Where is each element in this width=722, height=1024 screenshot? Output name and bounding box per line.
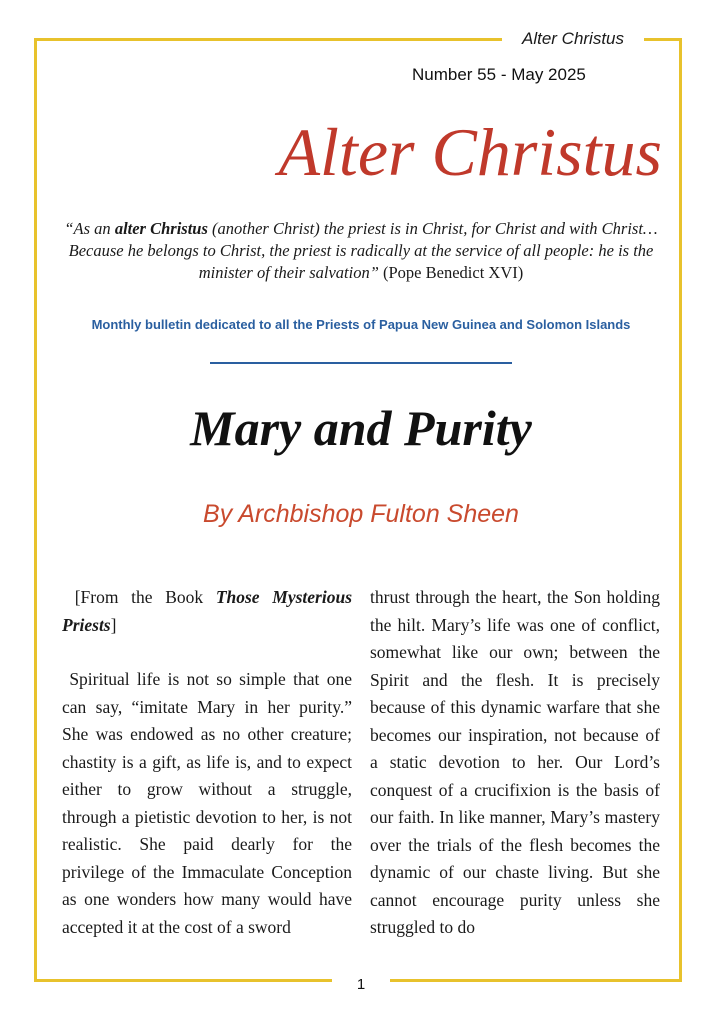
source-prefix: [From the Book bbox=[74, 587, 216, 607]
running-header: Alter Christus bbox=[502, 26, 644, 52]
bulletin-subtitle: Monthly bulletin dedicated to all the Priests of Papua New Guinea and Solomon Islands bbox=[91, 317, 631, 332]
epigraph-bold-term: alter Christus bbox=[114, 219, 208, 238]
paragraph-text: Spiritual life is not so simple that one can say, “imitate Mary in her purity.” She was endowed as no other creature; chastity is a gift, as life is, and to expect either to grow without a struggle, through a pietistic devotion to her, is not realistic. She paid dearly for the privilege of the Immaculate Conception as one wonders how many would have accepted it at the cost of a sword bbox=[62, 669, 352, 937]
source-suffix: ] bbox=[110, 614, 117, 635]
masthead-title: Alter Christus bbox=[278, 114, 662, 190]
divider-rule bbox=[210, 362, 512, 364]
epigraph-attribution: (Pope Benedict XVI) bbox=[378, 263, 524, 282]
source-book-title: Those Mysterious Priests bbox=[62, 587, 352, 635]
issue-number: Number 55 - May 2025 bbox=[412, 65, 586, 84]
article-column-left bbox=[62, 584, 352, 968]
article-source bbox=[62, 584, 352, 639]
article-title: Mary and Purity bbox=[190, 400, 532, 456]
article-byline: By Archbishop Fulton Sheen bbox=[203, 500, 519, 528]
paragraph-gap bbox=[62, 639, 352, 666]
article-column-right bbox=[370, 584, 660, 968]
page-number: 1 bbox=[332, 972, 390, 998]
epigraph-quote bbox=[56, 218, 666, 284]
epigraph-opening: “As an bbox=[64, 219, 115, 238]
article-paragraph bbox=[62, 666, 352, 941]
epigraph-body: (another Christ) the priest is in Christ, for Christ and with Christ… Because he belongs to Christ, the priest is radically at the service of all people: he is the minister of their salvation” bbox=[68, 219, 658, 282]
article-paragraph-continued: thrust through the heart, the Son holding the hilt. Mary’s life was one of conflict, somewhat like our own; between the Spirit and the flesh. It is precisely because of this dynamic warfare that she becomes our inspiration, not because of a static devotion to her. Our Lord’s conquest of a crucifixion is the basis of our faith. In like manner, Mary’s mastery over the trials of the flesh becomes the dynamic of our chaste living. But she cannot encourage purity unless she struggled to do bbox=[370, 587, 660, 937]
